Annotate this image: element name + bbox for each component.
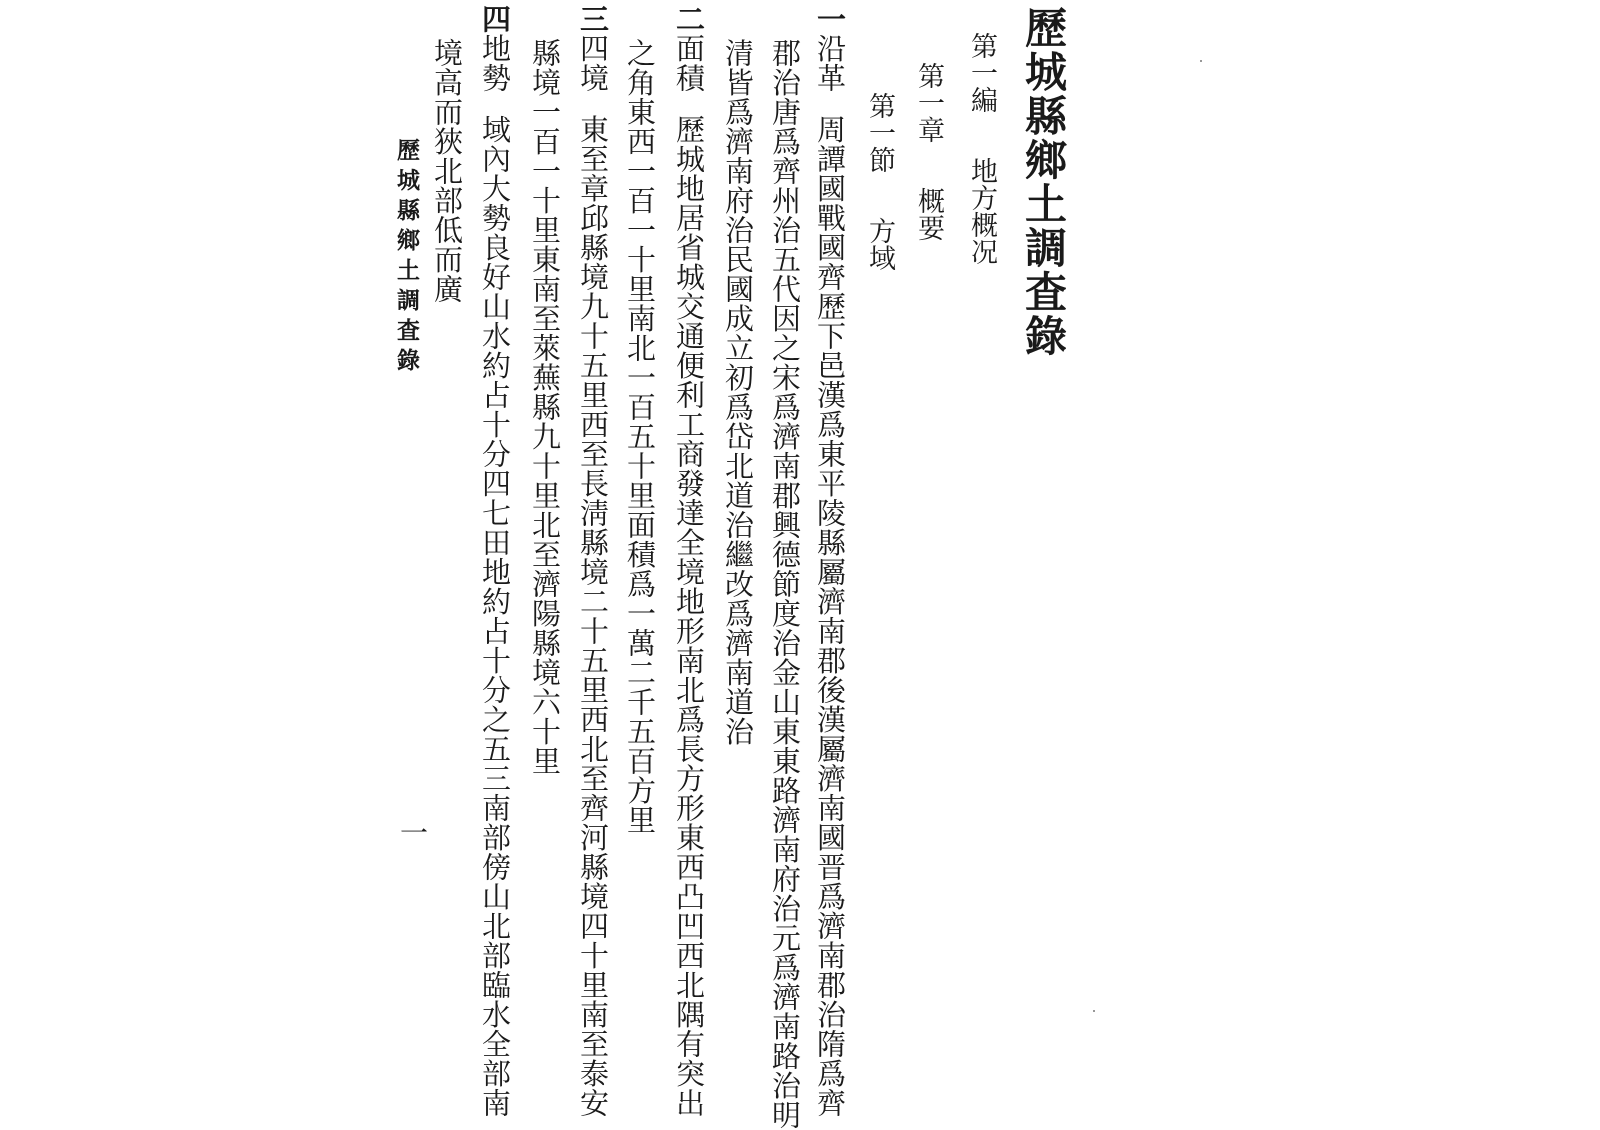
entry-4-number: 四 [478,4,512,34]
entry-3-text: 東至章邱縣境九十五里西至長淸縣境二十五里西北至齊河縣境四十里南至泰安 [576,114,610,1118]
part-heading [968,32,995,265]
entry-3-number: 三 [576,4,610,34]
entry-4-line-1 [478,4,512,1118]
entry-1-heading: 沿革 [813,33,847,93]
section-heading [866,92,893,271]
part-title: 地方概况 [966,157,997,265]
running-title: 歷城縣鄉土調査錄 [393,138,420,378]
entry-3-heading: 四境 [576,33,610,93]
entry-4-text: 域內大勢良好山水約占十分四七田地約占十分之五三南部傍山北部臨水全部南 [478,114,512,1118]
page-number: 一 [396,818,429,846]
entry-2-line-1 [672,4,706,1118]
chapter-heading [915,62,942,241]
scan-speck [1093,1010,1095,1012]
entry-2-text: 歷城地居省城交通便利工商發達全境地形南北爲長方形東西凸凹西北隅有突出 [672,114,706,1118]
entry-1-text: 周譚國戰國齊歷下邑漢爲東平陵縣屬濟南郡後漢屬濟南國晋爲濟南郡治隋爲齊 [813,114,847,1118]
book-title: 歷城縣鄉土調査錄 [1019,6,1068,358]
entry-1-line-3: 清皆爲濟南府治民國成立初爲岱北道治繼改爲濟南道治 [721,38,755,746]
chapter-label: 第一章 [913,62,944,143]
part-label: 第一編 [966,32,997,113]
section-title: 方域 [864,217,895,271]
entry-1-line-2: 郡治唐爲齊州治五代因之宋爲濟南郡興德節度治金山東東路濟南府治元爲濟南路治明 [768,38,802,1130]
entry-3-line-2: 縣境一百一十里東南至萊蕪縣九十里北至濟陽縣境六十里 [528,38,562,776]
entry-2-number: 二 [672,4,706,34]
chapter-title: 概要 [913,187,944,241]
section-label: 第一節 [864,92,895,173]
entry-1-line-1 [813,4,847,1118]
entry-4-line-2: 境高而狹北部低而廣 [430,38,464,304]
entry-1-number: 一 [813,4,847,34]
entry-4-heading: 地勢 [478,33,512,93]
entry-2-heading: 面積 [672,33,706,93]
scan-speck [1200,60,1202,62]
entry-2-line-2: 之角東西一百一十里南北一百五十里面積爲一萬二千五百方里 [623,38,657,835]
entry-3-line-1 [576,4,610,1118]
